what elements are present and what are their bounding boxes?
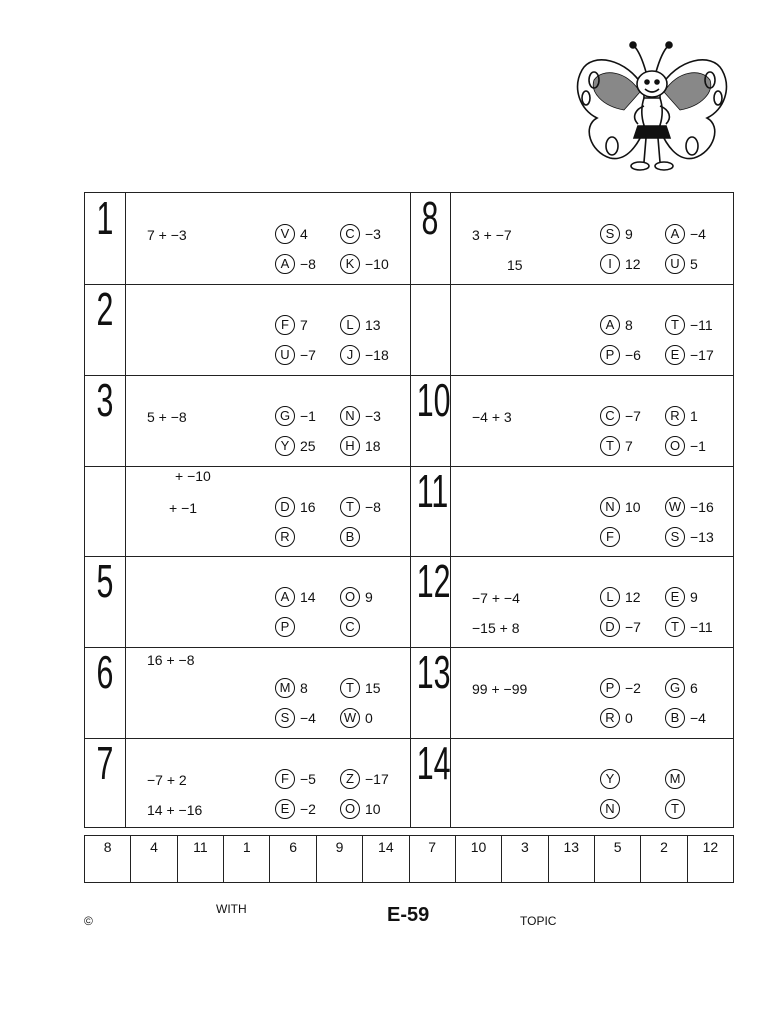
- answer-option: [340, 798, 381, 820]
- answer-option: [665, 344, 714, 366]
- answer-option: [600, 496, 641, 518]
- problem-cell: [410, 738, 735, 829]
- answer-option: [600, 677, 641, 699]
- option-value: −8: [300, 256, 316, 272]
- answer-option: [340, 223, 381, 245]
- answer-option: [665, 677, 698, 699]
- option-value: −3: [365, 226, 381, 242]
- option-letter-circle: R: [600, 708, 620, 728]
- option-letter-circle: G: [275, 406, 295, 426]
- option-letter-circle: L: [600, 587, 620, 607]
- option-value: 0: [365, 710, 373, 727]
- answer-option: [600, 223, 633, 245]
- answer-option: [665, 496, 714, 518]
- option-value: 7: [625, 437, 633, 454]
- answer-option: [600, 707, 633, 729]
- problem-cell: [85, 375, 410, 466]
- option-value: 15: [365, 680, 381, 697]
- option-letter-circle: W: [340, 708, 360, 728]
- answer-option: [665, 616, 713, 638]
- answer-option: [340, 496, 381, 518]
- option-letter-circle: B: [665, 708, 685, 728]
- option-value: 18: [365, 437, 381, 454]
- problem-cell: [410, 466, 735, 557]
- option-letter-circle: C: [600, 406, 620, 426]
- page-code: E-59: [387, 904, 430, 926]
- option-value: 12: [625, 256, 641, 272]
- answer-slot: 10: [456, 836, 502, 882]
- option-letter-circle: F: [275, 315, 295, 335]
- option-value: 0: [625, 710, 633, 727]
- option-letter-circle: N: [340, 406, 360, 426]
- option-value: −6: [625, 346, 641, 363]
- answer-slot: 6: [270, 836, 316, 882]
- answer-option: [275, 314, 308, 336]
- problem-cell: [410, 284, 735, 375]
- option-value: 16: [300, 498, 316, 515]
- option-value: −4: [300, 710, 316, 727]
- option-value: −1: [690, 437, 706, 454]
- problem-expression: −7 + 2: [147, 772, 187, 789]
- option-letter-circle: B: [340, 527, 360, 547]
- answer-option: [275, 344, 316, 366]
- problem-cell: [410, 647, 735, 738]
- option-letter-circle: N: [600, 497, 620, 517]
- option-value: 8: [625, 316, 633, 333]
- answer-key-row: [84, 835, 734, 883]
- option-value: −8: [365, 498, 381, 515]
- option-letter-circle: T: [665, 315, 685, 335]
- answer-slot: 7: [410, 836, 456, 882]
- option-value: 25: [300, 437, 316, 454]
- option-value: −13: [690, 528, 714, 545]
- option-letter-circle: N: [600, 799, 620, 819]
- answer-option: [600, 526, 625, 548]
- answer-slot: 8: [85, 836, 131, 882]
- problem-expression: 3 + −7: [472, 227, 512, 243]
- problem-number: 10: [416, 373, 451, 426]
- option-letter-circle: O: [340, 799, 360, 819]
- answer-slot: 4: [131, 836, 177, 882]
- answer-option: [665, 223, 706, 245]
- option-value: −7: [625, 619, 641, 636]
- footer-topic: TOPIC: [520, 914, 557, 928]
- problem-number: 7: [96, 737, 114, 790]
- answer-option: [340, 526, 365, 548]
- option-value: −5: [300, 771, 316, 788]
- problem-expression: 16 + −8: [147, 652, 195, 669]
- answer-option: [340, 314, 381, 336]
- answer-option: [600, 768, 625, 790]
- answer-option: [600, 314, 633, 336]
- answer-option: [600, 798, 625, 820]
- answer-option: [665, 768, 690, 790]
- answer-option: [665, 405, 698, 427]
- problem-number: 1: [96, 192, 114, 244]
- answer-option: [340, 253, 389, 275]
- answer-slot: 14: [363, 836, 409, 882]
- option-letter-circle: D: [600, 617, 620, 637]
- answer-slot: 2: [641, 836, 687, 882]
- option-letter-circle: C: [340, 617, 360, 637]
- answer-option: [600, 616, 641, 638]
- option-value: −17: [365, 771, 389, 788]
- answer-slot: 11: [178, 836, 224, 882]
- option-value: −7: [300, 346, 316, 363]
- option-letter-circle: R: [275, 527, 295, 547]
- problem-number: 3: [96, 373, 114, 426]
- option-letter-circle: T: [665, 799, 685, 819]
- option-letter-circle: V: [275, 224, 295, 244]
- option-letter-circle: U: [665, 254, 685, 274]
- answer-option: [340, 405, 381, 427]
- answer-option: [275, 768, 316, 790]
- option-letter-circle: R: [665, 406, 685, 426]
- answer-option: [600, 344, 641, 366]
- option-value: −3: [365, 407, 381, 424]
- problem-number: 13: [416, 646, 451, 699]
- option-letter-circle: T: [600, 436, 620, 456]
- problem-number: 5: [96, 555, 114, 608]
- option-value: 9: [365, 589, 373, 606]
- problem-cell: [85, 647, 410, 738]
- answer-option: [275, 253, 316, 275]
- answer-option: [600, 435, 633, 457]
- option-letter-circle: P: [600, 345, 620, 365]
- problem-cell: [85, 284, 410, 375]
- answer-option: [275, 616, 300, 638]
- option-value: 12: [625, 589, 641, 606]
- answer-option: [275, 798, 316, 820]
- option-value: −16: [690, 498, 714, 515]
- option-value: −2: [300, 801, 316, 818]
- problem-number: 14: [416, 737, 451, 790]
- answer-slot: 9: [317, 836, 363, 882]
- option-letter-circle: S: [275, 708, 295, 728]
- option-value: 10: [625, 498, 641, 515]
- butterfly-illustration: [572, 40, 732, 176]
- problem-cell: [85, 738, 410, 829]
- answer-option: [665, 586, 698, 608]
- problem-expression: 5 + −8: [147, 408, 187, 425]
- problem-expression: 14 + −16: [147, 802, 203, 819]
- option-letter-circle: L: [340, 315, 360, 335]
- answer-option: [340, 677, 381, 699]
- answer-option: [340, 768, 389, 790]
- option-letter-circle: A: [600, 315, 620, 335]
- problem-expression: −4 + 3: [472, 408, 512, 425]
- option-value: −17: [690, 346, 714, 363]
- copyright-mark: ©: [84, 914, 93, 928]
- option-letter-circle: E: [275, 799, 295, 819]
- option-value: −11: [690, 619, 713, 636]
- answer-option: [275, 496, 316, 518]
- answer-slot: 3: [502, 836, 548, 882]
- answer-option: [600, 253, 641, 275]
- answer-option: [340, 344, 389, 366]
- option-letter-circle: E: [665, 587, 685, 607]
- option-value: 7: [300, 316, 308, 333]
- answer-slot: 13: [549, 836, 595, 882]
- answer-option: [275, 586, 316, 608]
- option-value: 6: [690, 680, 698, 697]
- answer-option: [665, 435, 706, 457]
- answer-option: [275, 707, 316, 729]
- option-letter-circle: P: [275, 617, 295, 637]
- option-letter-circle: E: [665, 345, 685, 365]
- answer-option: [275, 526, 300, 548]
- answer-slot: 1: [224, 836, 270, 882]
- option-letter-circle: F: [275, 769, 295, 789]
- problem-expression: 15: [507, 257, 523, 273]
- problem-cell: [85, 556, 410, 647]
- answer-slot: 12: [702, 839, 719, 855]
- puzzle-grid: [84, 192, 734, 828]
- option-value: −11: [690, 316, 713, 333]
- option-value: −1: [300, 407, 316, 424]
- option-letter-circle: O: [340, 587, 360, 607]
- option-letter-circle: G: [665, 678, 685, 698]
- option-value: 1: [690, 407, 698, 424]
- answer-option: [665, 526, 714, 548]
- option-letter-circle: T: [665, 617, 685, 637]
- problem-expression: −7 + −4: [472, 590, 520, 607]
- answer-option: [665, 253, 698, 275]
- answer-option: [340, 435, 381, 457]
- problem-cell: [410, 193, 735, 284]
- option-letter-circle: T: [340, 678, 360, 698]
- option-letter-circle: A: [275, 254, 295, 274]
- option-letter-circle: U: [275, 345, 295, 365]
- option-letter-circle: D: [275, 497, 295, 517]
- problem-cell: [410, 375, 735, 466]
- problem-expression: + −10: [175, 467, 211, 484]
- footer-with: WITH: [216, 902, 247, 916]
- answer-option: [665, 798, 690, 820]
- option-letter-circle: M: [665, 769, 685, 789]
- option-letter-circle: F: [600, 527, 620, 547]
- option-value: −4: [690, 710, 706, 727]
- option-letter-circle: I: [600, 254, 620, 274]
- option-value: −10: [365, 256, 389, 272]
- option-value: 13: [365, 316, 381, 333]
- option-letter-circle: Y: [600, 769, 620, 789]
- answer-option: [665, 707, 706, 729]
- option-letter-circle: O: [665, 436, 685, 456]
- problem-number: 6: [96, 646, 114, 699]
- answer-option: [275, 223, 308, 245]
- answer-slot: 5: [595, 836, 641, 882]
- answer-option: [600, 405, 641, 427]
- option-letter-circle: P: [600, 678, 620, 698]
- problem-expression: −15 + 8: [472, 620, 520, 637]
- answer-option: [340, 707, 373, 729]
- problem-expression: 7 + −3: [147, 227, 187, 243]
- option-letter-circle: K: [340, 254, 360, 274]
- option-value: −7: [625, 407, 641, 424]
- problem-cell: [85, 193, 410, 284]
- option-letter-circle: Y: [275, 436, 295, 456]
- option-letter-circle: J: [340, 345, 360, 365]
- problem-number: 12: [416, 555, 451, 608]
- option-letter-circle: A: [665, 224, 685, 244]
- option-letter-circle: A: [275, 587, 295, 607]
- problem-number: 11: [416, 464, 449, 517]
- answer-option: [275, 435, 316, 457]
- option-letter-circle: W: [665, 497, 685, 517]
- option-letter-circle: M: [275, 678, 295, 698]
- option-letter-circle: Z: [340, 769, 360, 789]
- answer-option: [275, 677, 308, 699]
- option-value: 9: [625, 226, 633, 242]
- answer-option: [275, 405, 316, 427]
- option-value: 10: [365, 801, 381, 818]
- answer-option: [600, 586, 641, 608]
- option-value: 14: [300, 589, 316, 606]
- answer-option: [665, 314, 713, 336]
- problem-number: 8: [421, 192, 439, 244]
- problem-expression: + −1: [169, 499, 198, 516]
- option-value: 8: [300, 680, 308, 697]
- option-value: −18: [365, 346, 389, 363]
- option-letter-circle: T: [340, 497, 360, 517]
- option-value: 5: [690, 256, 698, 272]
- problem-number: 2: [96, 282, 114, 335]
- problem-cell: [410, 556, 735, 647]
- option-letter-circle: S: [665, 527, 685, 547]
- option-letter-circle: H: [340, 436, 360, 456]
- option-value: 4: [300, 226, 308, 242]
- option-value: −2: [625, 680, 641, 697]
- problem-cell: [85, 466, 410, 557]
- answer-option: [340, 616, 365, 638]
- option-value: −4: [690, 226, 706, 242]
- option-letter-circle: S: [600, 224, 620, 244]
- option-value: 9: [690, 589, 698, 606]
- option-letter-circle: C: [340, 224, 360, 244]
- problem-expression: 99 + −99: [472, 681, 528, 698]
- answer-option: [340, 586, 373, 608]
